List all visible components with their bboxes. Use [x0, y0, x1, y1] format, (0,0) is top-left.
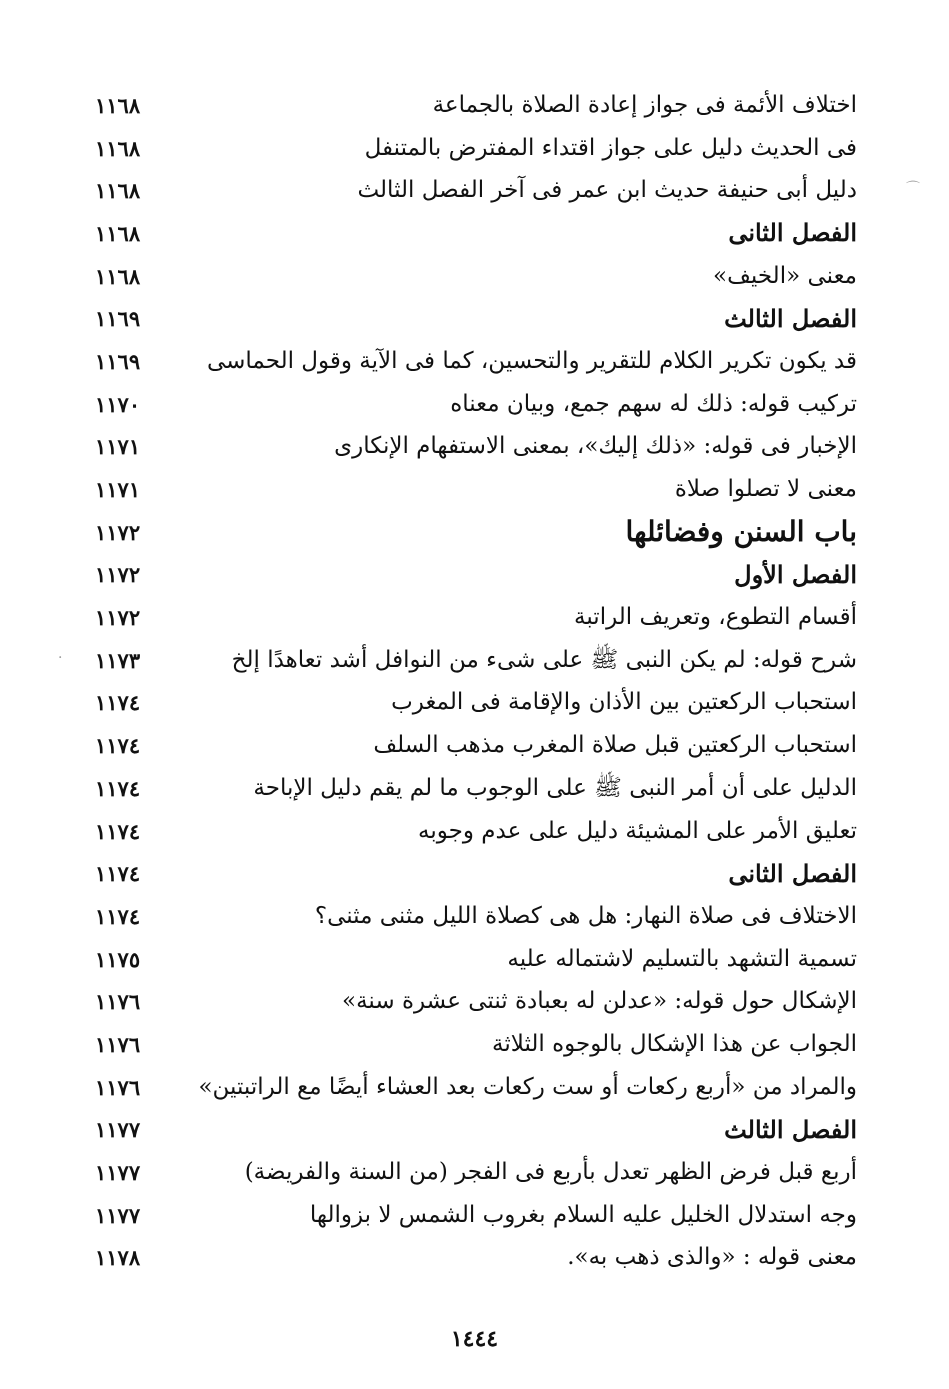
entry-title: تعليق الأمر على المشيئة دليل على عدم وجوبه — [418, 817, 857, 844]
entry-page-number: ١١٧٧ — [95, 1117, 141, 1143]
toc-entry — [95, 1237, 857, 1280]
section-heading: الفصل الثالث — [724, 303, 857, 333]
entry-page-number: ١١٧٢ — [95, 519, 141, 545]
entry-title: دليل أبى حنيفة حديث ابن عمر فى آخر الفصل الثالث — [357, 177, 857, 204]
entry-page-number: ١١٧٤ — [95, 861, 141, 887]
entry-title: الدليل على أن أمر النبى ﷺ على الوجوب ما لم يقم دليل الإباحة — [253, 774, 857, 801]
entry-page-number: ١١٦٩ — [95, 348, 141, 374]
entry-page-number: ١١٧٢ — [95, 562, 141, 588]
entry-page-number: ١١٧١ — [95, 477, 141, 503]
page-number: ١٤٤٤ — [450, 1326, 499, 1352]
toc-entry — [95, 724, 857, 767]
entry-title: الاختلاف فى صلاة النهار: هل هى كصلاة الليل مثنى مثنى؟ — [314, 902, 857, 929]
entry-page-number: ١١٦٨ — [95, 92, 141, 118]
entry-title: الإشكال حول قوله: «عدلن له بعبادة ثنتى عشرة سنة» — [342, 988, 857, 1015]
entry-page-number: ١١٧٤ — [95, 775, 141, 801]
toc-entry — [95, 895, 857, 938]
toc-entry — [95, 852, 857, 895]
entry-title: قد يكون تكرير الكلام للتقرير والتحسين، كما فى الآية وقول الحماسى — [206, 347, 857, 374]
entry-page-number: ١١٧٦ — [95, 1074, 141, 1100]
toc-entry — [95, 340, 857, 383]
entry-page-number: ١١٧٤ — [95, 733, 141, 759]
entry-title: معنى قوله : «والذى ذهب به». — [567, 1244, 857, 1271]
scan-mark: ⌒ — [906, 181, 920, 197]
entry-title: تسمية التشهد بالتسليم لاشتماله عليه — [507, 945, 857, 972]
entry-title: والمراد من «أربع ركعات أو ست ركعات بعد العشاء أيضًا مع الراتبتين» — [198, 1073, 857, 1100]
entry-title: أربع قبل فرض الظهر تعدل بأربع فى الفجر (من السنة والفريضة) — [244, 1159, 857, 1186]
toc-entry — [95, 639, 857, 682]
toc-entry — [95, 468, 857, 511]
section-heading: الفصل الثانى — [728, 218, 857, 248]
entry-page-number: ١١٧٣ — [95, 647, 141, 673]
entry-page-number: ١١٦٩ — [95, 306, 141, 332]
entry-page-number: ١١٦٨ — [95, 220, 141, 246]
toc-entry — [95, 682, 857, 725]
entry-title: وجه استدلال الخليل عليه السلام بغروب الشمس لا بزوالها — [309, 1201, 857, 1228]
entry-title: استحباب الركعتين قبل صلاة المغرب مذهب السلف — [373, 732, 857, 759]
entry-page-number: ١١٧٧ — [95, 1160, 141, 1186]
toc-entry — [95, 596, 857, 639]
entry-page-number: ١١٧٦ — [95, 989, 141, 1015]
entry-title: استحباب الركعتين بين الأذان والإقامة فى المغرب — [391, 689, 857, 716]
toc-entry — [95, 169, 857, 212]
scan-mark: · — [58, 650, 63, 666]
toc-entry — [95, 810, 857, 853]
toc-entry — [95, 1066, 857, 1109]
toc-entry — [95, 255, 857, 298]
toc-entry — [95, 383, 857, 426]
entry-page-number: ١١٧٨ — [95, 1245, 141, 1271]
toc-entry — [95, 554, 857, 597]
entry-page-number: ١١٧٦ — [95, 1031, 141, 1057]
toc-entry — [95, 511, 857, 554]
entry-title: اختلاف الأئمة فى جواز إعادة الصلاة بالجماعة — [432, 91, 857, 118]
entry-title: الجواب عن هذا الإشكال بالوجوه الثلاثة — [492, 1030, 857, 1057]
toc-entry — [95, 767, 857, 810]
entry-page-number: ١١٦٨ — [95, 135, 141, 161]
entry-title: الإخبار فى قوله: «ذلك إليك»، بمعنى الاستفهام الإنكارى — [334, 433, 857, 460]
toc-entry — [95, 1151, 857, 1194]
entry-page-number: ١١٦٨ — [95, 178, 141, 204]
toc-entry — [95, 1194, 857, 1237]
toc-entry — [95, 1109, 857, 1152]
toc-entry — [95, 426, 857, 469]
entry-page-number: ١١٧٧ — [95, 1202, 141, 1228]
chapter-heading: باب السنن وفضائلها — [625, 515, 857, 549]
entry-title: فى الحديث دليل على جواز اقتداء المفترض بالمتنفل — [364, 134, 857, 161]
toc-entry — [95, 1023, 857, 1066]
entry-page-number: ١١٧٥ — [95, 946, 141, 972]
entry-title: تركيب قوله: ذلك له سهم جمع، وبيان معناه — [450, 390, 857, 417]
toc-entry — [95, 212, 857, 255]
entry-page-number: ١١٦٨ — [95, 263, 141, 289]
toc-entry — [95, 980, 857, 1023]
toc-entry — [95, 297, 857, 340]
table-of-contents — [95, 84, 857, 1279]
entry-page-number: ١١٧٤ — [95, 690, 141, 716]
entry-page-number: ١١٧٠ — [95, 391, 141, 417]
entry-page-number: ١١٧٤ — [95, 818, 141, 844]
section-heading: الفصل الثانى — [728, 858, 857, 888]
entry-title: شرح قوله: لم يكن النبى ﷺ على شىء من النوافل أشد تعاهدًا إلخ — [231, 646, 857, 673]
toc-entry — [95, 938, 857, 981]
entry-title: معنى لا تصلوا صلاة — [674, 476, 857, 503]
entry-title: أقسام التطوع، وتعريف الراتبة — [574, 604, 857, 631]
entry-title: معنى «الخيف» — [713, 262, 857, 289]
section-heading: الفصل الأول — [734, 559, 857, 589]
entry-page-number: ١١٧٤ — [95, 903, 141, 929]
entry-page-number: ١١٧٢ — [95, 605, 141, 631]
toc-entry — [95, 84, 857, 127]
entry-page-number: ١١٧١ — [95, 434, 141, 460]
toc-entry — [95, 127, 857, 170]
section-heading: الفصل الثالث — [724, 1114, 857, 1144]
